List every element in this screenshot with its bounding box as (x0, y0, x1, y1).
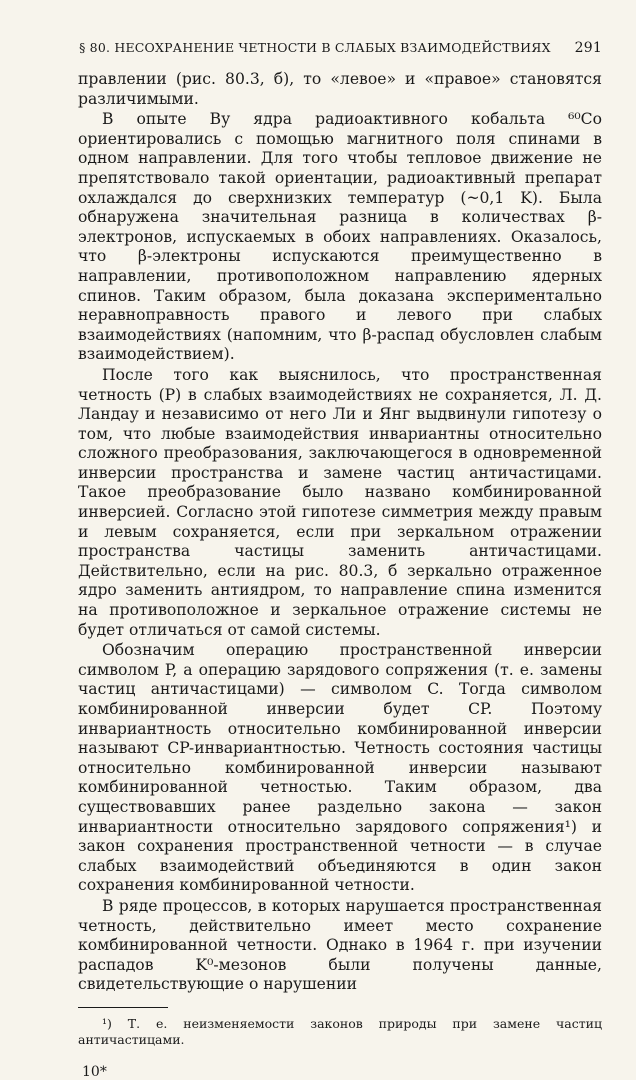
footnote: ¹) Т. е. неизменяемости законов природы при замене частиц античастицами. (78, 1015, 602, 1047)
paragraph-combined-inversion: После того как выяснилось, что пространственная четность (P) в слабых взаимодействиях не сохраняется, Л. Д. Ландау и независимо от него Ли и Янг выдвинули гипотезу о том, что любые взаимодействия инвариантны относительно сложного преобразования, заключающегося в одновременной инверсии пространства и замене частиц античастицами. Такое преобразование было названо комбинированной инверсией. Согласно этой гипотезе симметрия между правым и левым сохраняется, если при зеркальном отражении пространства частицы заменить античастицами. Действительно, если на рис. 80.3, б зеркально отраженное ядро заменить антиядром, то направление спина изменится на противоположное и зеркальное отражение системы не будет отличаться от самой системы. (78, 365, 602, 639)
paragraph-cp-violation: В ряде процессов, в которых нарушается пространственная четность, действительно имеет место сохранение комбинированной четности. Однако в 1964 г. при изучении распадов K⁰-мезонов были получены данные, свидетельствующие о нарушении (78, 896, 602, 994)
book-page (78, 40, 602, 1080)
section-title: § 80. НЕСОХРАНЕНИЕ ЧЕТНОСТИ В СЛАБЫХ ВЗАИМОДЕЙСТВИЯХ (79, 40, 551, 55)
body-text (78, 70, 602, 995)
paragraph-continued: правлении (рис. 80.3, б), то «левое» и «правое» становятся различимыми. (78, 70, 602, 108)
footnote-divider (78, 1007, 168, 1008)
page-number: 291 (574, 40, 602, 56)
printer-signature: 10* (82, 1063, 107, 1080)
paragraph-cp-invariance: Обозначим операцию пространственной инверсии символом P, а операцию зарядового сопряжения (т. е. замены частиц античастицами) — символом C. Тогда символом комбинированной инверсии будет CP. Поэтому инвариантность относительно комбинированной инверсии называют CP-инвариантностью. Четность состояния частицы относительно комбинированной инверсии называют комбинированной четностью. Таким образом, два существовавших ранее раздельно закона — закон инвариантности относительно зарядового сопряжения¹) и закон сохранения пространственной четности — в случае слабых взаимодействий объединяются в один закон сохранения комбинированной четности. (78, 641, 602, 895)
paragraph-wu-experiment: В опыте Ву ядра радиоактивного кобальта ⁶⁰Co ориентировались с помощью магнитного поля спинами в одном направлении. Для того чтобы тепловое движение не препятствовало такой ориентации, радиоактивный препарат охлаждался до сверхнизких температур (~0,1 K). Была обнаружена значительная разница в количествах β-электронов, испускаемых в обоих направлениях. Оказалось, что β-электроны испускаются преимущественно в направлении, противоположном направлению ядерных спинов. Таким образом, была доказана экспериментально неравноправность правого и левого при слабых взаимодействиях (напомним, что β-распад обусловлен слабым взаимодействием). (78, 110, 602, 364)
running-header (78, 40, 602, 56)
